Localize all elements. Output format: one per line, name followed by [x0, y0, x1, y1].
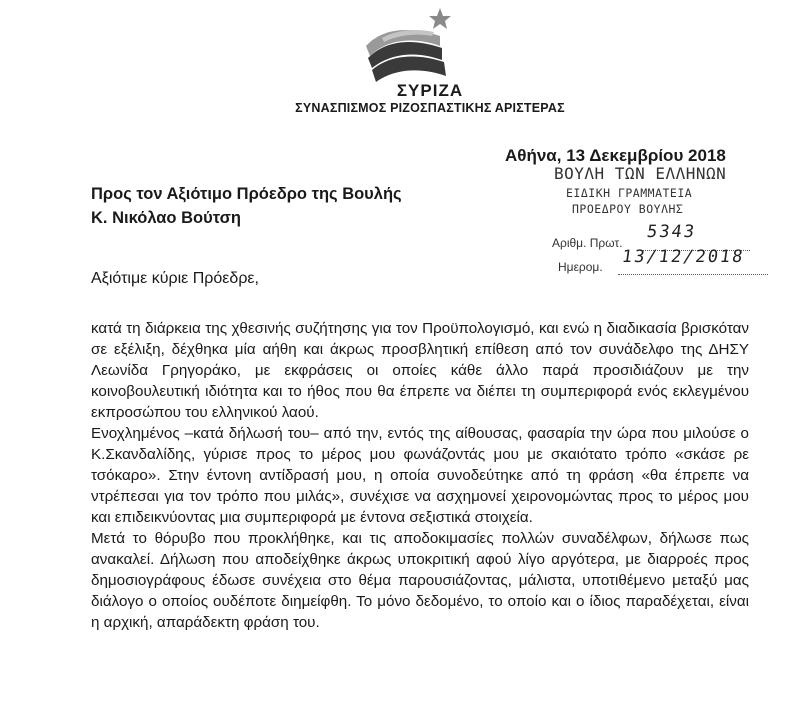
addressee-block: [91, 182, 402, 230]
paragraph: Ενοχλημένος –κατά δήλωσή του– από την, εντός της αίθουσας, φασαρία την ώρα που μιλούσε ο Κ.Σκανδαλίδης, γύρισε προς το μέρος μου φωνάζοντάς μου με σκαιότατο τρόπο «σκάσε ρε τσόκαρο». Στην έντονη αντίδρασή μου, η οποία συνοδεύτηκε από τη φράση «θα έπρεπε να ντρέπεσαι για τον τρόπο που μιλάς», συνέχισε να ασχημονεί χειρονομώντας προς το μέρος μου και επιδεικνύοντας μια συμπεριφορά με έντονα σεξιστικά στοιχεία.: [91, 425, 749, 526]
protocol-label: Αριθμ. Πρωτ.: [552, 236, 623, 250]
party-full-name: ΣΥΝΑΣΠΙΣΜΟΣ ΡΙΖΟΣΠΑΣΤΙΚΗΣ ΑΡΙΣΤΕΡΑΣ: [295, 101, 565, 115]
stamp-line-1: ΒΟΥΛΗ ΤΩΝ ΕΛΛΗΝΩΝ: [554, 164, 727, 183]
addressee-line-1: Προς τον Αξιότιμο Πρόεδρο της Βουλής: [91, 185, 402, 203]
party-name: ΣΥΡΙΖΑ: [396, 81, 464, 100]
date-rule: [618, 274, 768, 275]
stamp-line-2: ΕΙΔΙΚΗ ΓΡΑΜΜΑΤΕΙΑ: [566, 186, 693, 200]
salutation: Αξιότιμε κύριε Πρόεδρε,: [91, 270, 259, 287]
addressee-line-2: Κ. Νικόλαο Βούτση: [91, 209, 241, 227]
syriza-logo-icon: [362, 6, 472, 84]
paragraph: Μετά το θόρυβο που προκλήθηκε, και τις αποδοκιμασίες πολλών συναδέλφων, δήλωσε πως ανακαλεί. Δήλωση που αποδείχθηκε άκρως υποκριτική αφού λίγο αργότερα, με διαρροές προς δημοσιογράφους έδωσε συνέχεια στο θέμα παρουσιάζοντας, μάλιστα, υποτιθέμενο μεταξύ μας διάλογο ο οποίος ουδέποτε διημείφθη. Το μόνο δεδομένο, το οποίο και ο ίδιος παραδέχεται, είναι η αρχική, απαράδεκτη φράση του.: [91, 530, 749, 631]
date-label: Ημερομ.: [558, 260, 603, 274]
stamp-date: 13/12/2018: [620, 247, 746, 267]
protocol-number: 5343: [645, 222, 698, 242]
letter-body: [91, 318, 749, 633]
paragraph: κατά τη διάρκεια της χθεσινής συζήτησης για τον Προϋπολογισμό, και ενώ η διαδικασία βρισκόταν σε εξέλιξη, δέχθηκα μία αήθη και άκρως προσβλητική επίθεση από τον συνάδελφο της ΔΗΣΥ Λεωνίδα Γρηγοράκο, με εκφράσεις οι οποίες κάθε άλλο παρά προσιδιάζουν με την κοινοβουλευτική ιδιότητα και το ήθος που θα έπρεπε να διέπει τη συμπεριφορά ενός εκλεγμένου εκπροσώπου του ελληνικού λαού.: [91, 320, 749, 421]
stamp-line-3: ΠΡΟΕΔΡΟΥ ΒΟΥΛΗΣ: [572, 202, 684, 216]
parliament-stamp: [540, 164, 790, 284]
letter-date: Αθήνα, 13 Δεκεμβρίου 2018: [505, 146, 726, 165]
